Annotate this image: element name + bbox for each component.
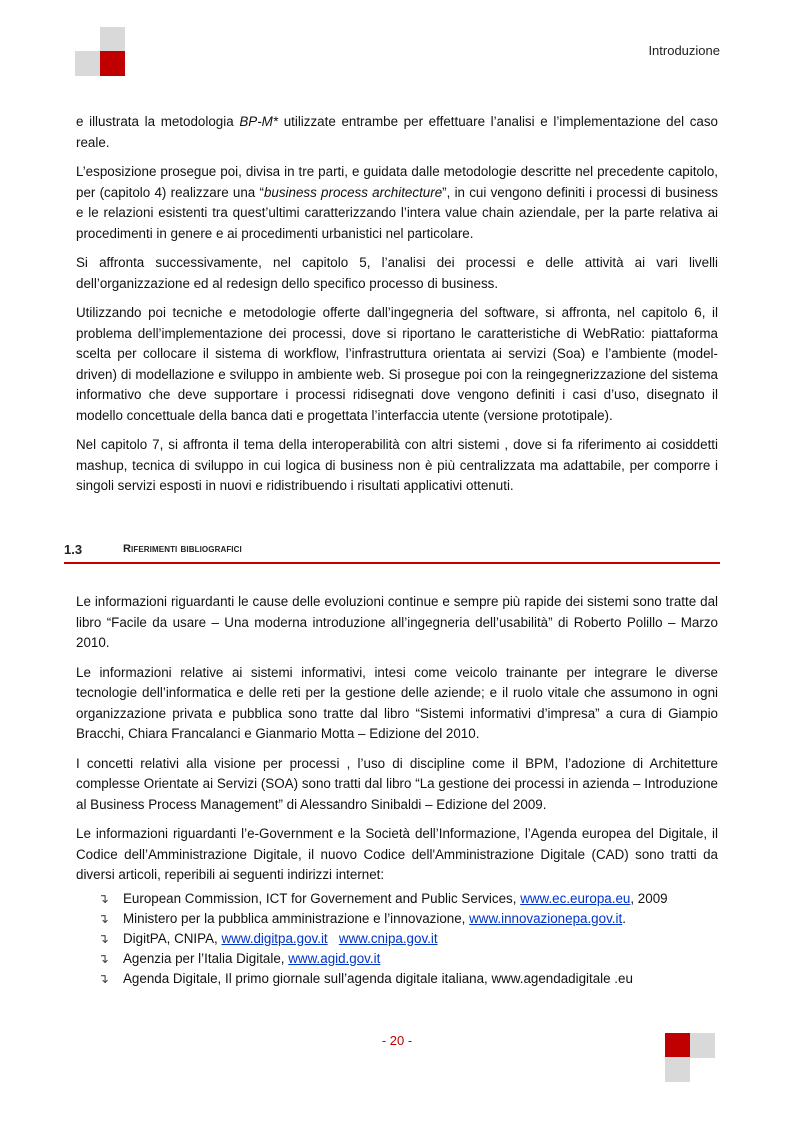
arrow-bullet-icon: ↴ [98,930,109,946]
footer-square-red [665,1033,690,1058]
list-item: ↴ DigitPA, CNIPA, www.digitpa.gov.it www.cnipa.gov.it [98,929,718,949]
paragraph: Nel capitolo 7, si affronta il tema della interoperabilità con altri sistemi , dove si fa riferimento ai cosiddetti mashup, tecnica di sviluppo in cui logica di business non è più centralizzata ma adattabile, per comporre i singoli servizi esposti in nuovi e ridistribuendo i risultati applicativi ottenuti. [76,437,718,493]
paragraph: Utilizzando poi tecniche e metodologie offerte dall’ingegneria del software, si affronta, nel capitolo 6, il problema dell’implementazione dei processi, dove si riportano le caratteristiche di WebRatio: piattaforma scelta per collocare il sistema di workflow, l’infrastruttura orientata ai servizi (Soa) e l’ambiente (model-driven) di modellazione e sviluppo in ambiente web. Si prosegue poi con la reingegnerizzazione del sistema informativo che deve supportare i processi ridisegnati dove vengono definiti i casi d’uso, disegnato il modello concettuale della banca dati e progettata l’interfaccia utente (versione prototipale). [76,305,718,423]
references-text [76,592,718,989]
reference-list [98,889,718,989]
section-heading [64,540,720,564]
footer-square-right [690,1033,715,1058]
intro-text [76,112,718,506]
list-item: ↴ Agenda Digitale, Il primo giornale sull’agenda digitale italiana, www.agendadigitale .eu [98,969,718,989]
logo-square-red [100,51,125,76]
paragraph: e illustrata la metodologia BP-M* utilizzate entrambe per effettuare l’analisi e l’implementazione del caso reale. [76,114,718,150]
section-title: Riferimenti bibliografici [123,543,242,555]
link-agid[interactable]: www.agid.gov.it [288,950,381,966]
arrow-bullet-icon: ↴ [98,950,109,966]
link-cnipa[interactable]: www.cnipa.gov.it [338,930,438,946]
list-item: ↴ European Commission, ICT for Governement and Public Services, www.ec.europa.eu, 2009 [98,889,718,909]
link-innovazionepa[interactable]: www.innovazionepa.gov.it [469,910,623,926]
footer-square-bottom [665,1057,690,1082]
link-digitpa[interactable]: www.digitpa.gov.it [221,930,328,946]
arrow-bullet-icon: ↴ [98,970,109,986]
paragraph: Le informazioni riguardanti l’e-Government e la Società dell’Informazione, l’Agenda europea del Digitale, il Codice dell’Amministrazione Digitale, il nuovo Codice dell'Amministrazione Digitale (CAD) sono tratti da diversi articoli, reperibili ai seguenti indirizzi internet: [76,826,718,882]
page-number: - 20 - [381,1033,413,1048]
arrow-bullet-icon: ↴ [98,910,109,926]
running-header: Introduzione [648,43,720,58]
logo-square-left [75,51,100,76]
logo-square-top [100,27,125,52]
list-item: ↴ Agenzia per l’Italia Digitale, www.agid.gov.it [98,949,718,969]
paragraph: Le informazioni riguardanti le cause delle evoluzioni continue e sempre più rapide dei sistemi sono tratte dal libro “Facile da usare – Una moderna introduzione all’ingegneria dell’usabilità” di Roberto Polillo – Marzo 2010. [76,594,718,650]
paragraph: Si affronta successivamente, nel capitolo 5, l’analisi dei processi e delle attività ai vari livelli dell’organizzazione ed al redesign dello specifico processo di business. [76,255,718,291]
paragraph: L’esposizione prosegue poi, divisa in tre parti, e guidata dalle metodologie descritte nel precedente capitolo, per (capitolo 4) realizzare una “business process architecture”, in cui vengono definiti i processi di business e le relazioni esistenti tra quest’ultimi caratterizzando l’intera value chain aziendale, per la parte relativa ai procedimenti in genere e ai procedimenti urbanistici nel particolare. [76,164,719,241]
list-item: ↴ Ministero per la pubblica amministrazione e l’innovazione, www.innovazionepa.gov.it. [98,909,718,929]
paragraph: Le informazioni relative ai sistemi informativi, intesi come veicolo trainante per integrare le diverse tecnologie dell’informatica e delle reti per la gestione delle aziende; e il ruolo vitale che assumono in ogni organizzazione privata e pubblica sono tratte dal libro “Sistemi informativi d’impresa” a cura di Giampio Bracchi, Chiara Francalanci e Gianmario Motta – Edizione del 2010. [76,664,718,741]
section-number: 1.3 [64,542,83,557]
link-ec-europa[interactable]: www.ec.europa.eu [520,890,631,906]
arrow-bullet-icon: ↴ [98,890,109,906]
paragraph: I concetti relativi alla visione per processi , l’uso di discipline come il BPM, l’adozione di Architetture complesse Orientate ai Servizi (SOA) sono tratti dal libro “La gestione dei processi in azienda – Introduzione al Business Process Management” di Alessandro Sinibaldi – Edizione del 2009. [76,755,718,812]
